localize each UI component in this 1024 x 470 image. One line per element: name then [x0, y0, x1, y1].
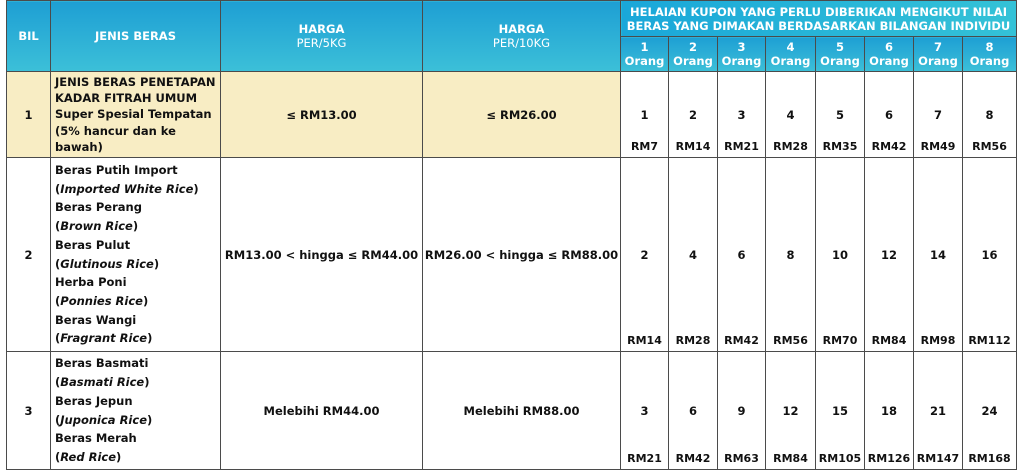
coupon-amount: RM42 — [724, 334, 759, 348]
coupon-amount: RM35 — [822, 140, 858, 154]
rice-type-english: (Red Rice) — [55, 449, 122, 464]
coupon-count: 2 — [640, 247, 649, 262]
header-person-count: 7 — [933, 40, 942, 54]
header-harga-10kg-line2: PER/10KG — [492, 36, 551, 50]
coupon-cell — [766, 352, 816, 470]
coupon-cell — [621, 72, 669, 158]
header-person-count: 2 — [688, 40, 697, 54]
coupon-amount: RM147 — [916, 452, 960, 466]
coupon-cell — [963, 158, 1017, 352]
coupon-count: 8 — [786, 247, 795, 262]
rice-type-english: (Ponnies Rice) — [55, 293, 149, 308]
coupon-count: 3 — [640, 403, 649, 418]
rice-type-name: Beras Basmati — [55, 356, 149, 371]
coupon-amount: RM14 — [675, 140, 711, 154]
coupon-cell — [914, 158, 963, 352]
coupon-count: 6 — [884, 107, 893, 122]
header-jenis-beras: JENIS BERAS — [51, 1, 221, 72]
coupon-cell — [816, 72, 865, 158]
coupon-count: 24 — [981, 403, 998, 418]
rice-type-english-text: Brown Rice — [60, 219, 133, 234]
coupon-amount: RM28 — [675, 334, 711, 348]
coupon-amount: RM168 — [968, 452, 1011, 466]
coupon-amount: RM126 — [867, 452, 911, 466]
coupon-count: 21 — [929, 403, 946, 418]
coupon-amount: RM98 — [920, 334, 956, 348]
coupon-cell — [669, 352, 718, 470]
rice-type-english: (Fragrant Rice) — [55, 331, 153, 346]
header-orang-label: Orang — [673, 54, 713, 68]
coupon-cell — [816, 158, 865, 352]
rice-type-english-text: Basmati Rice — [60, 375, 145, 390]
rice-type-name: Herba Poni — [55, 275, 127, 290]
coupon-cell — [865, 158, 914, 352]
header-kupon — [621, 1, 1017, 37]
coupon-count: 14 — [929, 247, 946, 262]
header-person-6 — [865, 37, 914, 72]
header-orang-label: Orang — [820, 54, 860, 68]
coupon-count: 12 — [880, 247, 897, 262]
coupon-amount: RM14 — [627, 334, 662, 348]
header-person-count: 6 — [884, 40, 893, 54]
coupon-amount: RM56 — [773, 334, 808, 348]
coupon-cell — [621, 158, 669, 352]
coupon-count: 9 — [737, 403, 746, 418]
header-person-5 — [816, 37, 865, 72]
header-kupon-line1: HELAIAN KUPON YANG PERLU DIBERIKAN MENGIKUT NILAI — [630, 4, 1007, 19]
row1-harga-10kg: ≤ RM26.00 — [423, 72, 621, 158]
fitrah-rice-table — [6, 0, 1017, 470]
coupon-count: 6 — [688, 403, 697, 418]
rice-type-english-text: Juponica Rice — [60, 412, 147, 427]
rice-type-name: Beras Pulut — [55, 237, 131, 252]
rice-type-english: (Glutinous Rice) — [55, 256, 160, 271]
header-person-count: 3 — [737, 40, 746, 54]
rice-type-name: Beras Perang — [55, 200, 142, 215]
coupon-cell — [766, 158, 816, 352]
coupon-cell — [718, 352, 766, 470]
header-person-count: 5 — [835, 40, 844, 54]
coupon-cell — [914, 72, 963, 158]
coupon-amount: RM21 — [627, 452, 662, 466]
coupon-cell — [865, 352, 914, 470]
coupon-cell — [914, 352, 963, 470]
coupon-cell — [963, 352, 1017, 470]
coupon-amount: RM112 — [968, 334, 1011, 348]
coupon-cell — [766, 72, 816, 158]
rice-type-english-text: Fragrant Rice — [60, 331, 148, 346]
header-person-4 — [766, 37, 816, 72]
header-harga-10kg-line1: HARGA — [498, 22, 545, 36]
header-harga-10kg — [423, 1, 621, 72]
coupon-count: 8 — [985, 107, 994, 122]
coupon-cell — [718, 72, 766, 158]
row3-jenis — [51, 352, 221, 470]
row1-jenis-line2: KADAR FITRAH UMUM — [55, 91, 198, 106]
coupon-amount: RM70 — [822, 334, 858, 348]
coupon-amount: RM56 — [972, 140, 1007, 154]
header-orang-label: Orang — [969, 54, 1010, 68]
header-person-count: 4 — [786, 40, 795, 54]
header-orang-label: Orang — [869, 54, 909, 68]
row2-bil: 2 — [7, 158, 51, 352]
coupon-count: 2 — [688, 107, 697, 122]
header-harga-5kg-line1: HARGA — [298, 22, 345, 36]
coupon-amount: RM7 — [630, 140, 659, 154]
coupon-amount: RM28 — [773, 140, 808, 154]
coupon-count: 4 — [786, 107, 795, 122]
coupon-count: 6 — [737, 247, 746, 262]
row2-harga-5kg: RM13.00 < hingga ≤ RM44.00 — [221, 158, 423, 352]
header-harga-5kg-line2: PER/5KG — [296, 36, 347, 50]
coupon-count: 3 — [737, 107, 746, 122]
header-orang-label: Orang — [918, 54, 958, 68]
row1-harga-5kg: ≤ RM13.00 — [221, 72, 423, 158]
coupon-cell — [963, 72, 1017, 158]
coupon-count: 4 — [688, 247, 697, 262]
rice-type-english-text: Glutinous Rice — [60, 256, 154, 271]
coupon-count: 15 — [831, 403, 848, 418]
coupon-count: 12 — [782, 403, 799, 418]
row1-jenis-line3: Super Spesial Tempatan — [55, 107, 212, 122]
header-orang-label: Orang — [624, 54, 665, 68]
row2-jenis — [51, 158, 221, 352]
rice-type-english-text: Red Rice — [60, 449, 116, 464]
rice-type-english: (Basmati Rice) — [55, 375, 150, 390]
coupon-count: 18 — [880, 403, 897, 418]
coupon-amount: RM42 — [675, 452, 711, 466]
header-person-2 — [669, 37, 718, 72]
row3-harga-10kg: Melebihi RM88.00 — [423, 352, 621, 470]
rice-type-english: (Brown Rice) — [55, 219, 139, 234]
header-bil: BIL — [7, 1, 51, 72]
rice-type-name: Beras Jepun — [55, 393, 133, 408]
coupon-amount: RM84 — [871, 334, 907, 348]
header-person-count: 1 — [640, 40, 649, 54]
header-harga-5kg — [221, 1, 423, 72]
coupon-amount: RM21 — [724, 140, 759, 154]
rice-type-english: (Imported White Rice) — [55, 181, 199, 196]
row1-bil: 1 — [7, 72, 51, 158]
header-orang-label: Orang — [721, 54, 762, 68]
rice-type-english-text: Imported White Rice — [60, 181, 194, 196]
coupon-amount: RM105 — [818, 452, 862, 466]
rice-type-name: Beras Merah — [55, 431, 137, 446]
header-orang-label: Orang — [770, 54, 811, 68]
row2-harga-10kg: RM26.00 < hingga ≤ RM88.00 — [423, 158, 621, 352]
row3-harga-5kg: Melebihi RM44.00 — [221, 352, 423, 470]
coupon-cell — [621, 352, 669, 470]
header-person-count: 8 — [985, 40, 994, 54]
row3-bil: 3 — [7, 352, 51, 470]
coupon-amount: RM63 — [724, 452, 759, 466]
rice-type-english-text: Ponnies Rice — [60, 293, 143, 308]
row1-jenis-line4: (5% hancur dan ke bawah) — [55, 123, 176, 154]
rice-type-name: Beras Wangi — [55, 312, 137, 327]
coupon-amount: RM42 — [871, 140, 907, 154]
coupon-count: 7 — [933, 107, 942, 122]
header-person-8 — [963, 37, 1017, 72]
row1-jenis-line1: JENIS BERAS PENETAPAN — [55, 75, 216, 89]
header-person-7 — [914, 37, 963, 72]
row1-jenis — [51, 72, 221, 158]
header-person-1 — [621, 37, 669, 72]
coupon-count: 5 — [835, 107, 844, 122]
coupon-amount: RM84 — [773, 452, 808, 466]
coupon-cell — [865, 72, 914, 158]
rice-type-english: (Juponica Rice) — [55, 412, 153, 427]
coupon-cell — [816, 352, 865, 470]
coupon-cell — [669, 158, 718, 352]
coupon-count: 10 — [831, 247, 848, 262]
coupon-amount: RM49 — [920, 140, 956, 154]
header-kupon-line2: BERAS YANG DIMAKAN BERDASARKAN BILANGAN INDIVIDU — [626, 18, 1011, 33]
coupon-cell — [718, 158, 766, 352]
coupon-count: 1 — [640, 107, 649, 122]
rice-type-name: Beras Putih Import — [55, 163, 178, 177]
coupon-cell — [669, 72, 718, 158]
header-person-3 — [718, 37, 766, 72]
coupon-count: 16 — [981, 247, 998, 262]
